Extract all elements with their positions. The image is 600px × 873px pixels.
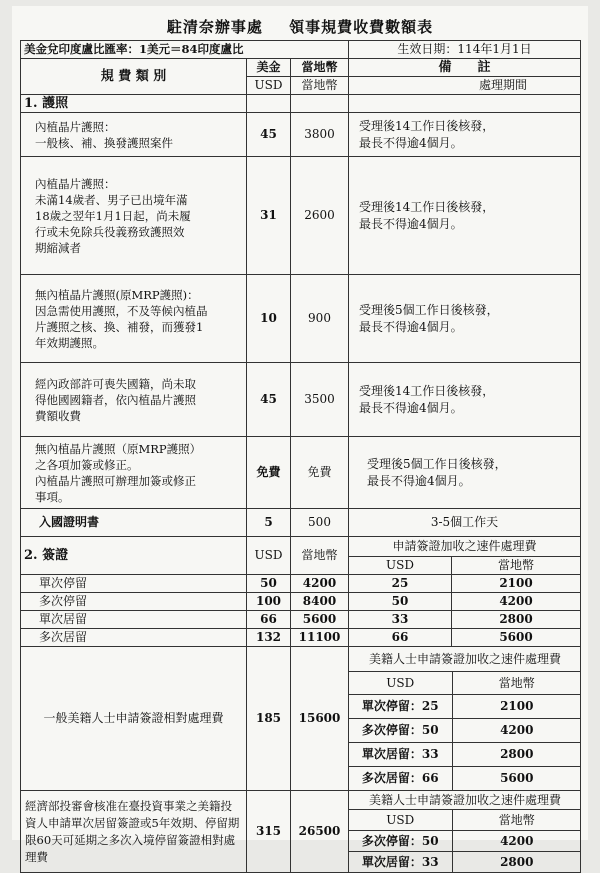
passport-row <box>21 157 581 275</box>
header-category: 規 費 類 別 <box>21 59 247 95</box>
passport-usd: 免費 <box>247 437 291 509</box>
visa-express-local: 5600 <box>452 629 581 647</box>
fee-sheet <box>12 6 588 869</box>
visa-usd: 132 <box>247 629 291 647</box>
table-title: 領事規費收費數額表 <box>289 18 434 36</box>
visa-row <box>21 575 581 593</box>
header-usd: 美金 <box>247 59 291 77</box>
passport-desc: 經內政部許可喪失國籍，尚未取 得他國國籍者，依內植晶片護照 費額收費 <box>21 363 247 437</box>
header-process: 處理期間 <box>349 77 581 95</box>
passport-section-title: 1. 護照 <box>21 95 247 113</box>
passport-row <box>21 113 581 157</box>
visa-express-header: 申請簽證加收之速件處理費 <box>349 537 581 557</box>
visa-express-usd: 50 <box>349 593 452 611</box>
header-local-2: 當地幣 <box>291 77 349 95</box>
investor-visa-local: 26500 <box>291 791 349 873</box>
us-visa-local: 15600 <box>291 647 349 791</box>
visa-express-local: 4200 <box>452 593 581 611</box>
passport-usd: 31 <box>247 157 291 275</box>
investor-visa-usd: 315 <box>247 791 291 873</box>
visa-express-usd-header: USD <box>349 557 452 575</box>
us-express-type: 單次停留：25 <box>349 695 452 719</box>
passport-section-row <box>21 95 581 113</box>
passport-row <box>21 437 581 509</box>
us-express-local: 2100 <box>452 695 581 719</box>
us-visa-express <box>349 647 581 791</box>
visa-usd-header: USD <box>247 537 291 575</box>
us-express-table <box>349 647 581 790</box>
investor-express-local: 2800 <box>500 854 534 869</box>
entry-certificate-label: 入國證明書 <box>21 509 247 537</box>
us-express-type: 多次居留：66 <box>349 767 452 791</box>
investor-express-type: 單次居留：33 <box>349 852 452 873</box>
investor-visa-express <box>349 791 581 873</box>
us-express-usd-header: USD <box>349 672 452 695</box>
visa-usd: 100 <box>247 593 291 611</box>
visa-express-usd: 66 <box>349 629 452 647</box>
visa-local-header: 當地幣 <box>291 537 349 575</box>
effective-date: 生效日期：114年1月1日 <box>349 41 581 59</box>
passport-remark: 受理後5個工作日後核發， 最長不得逾4個月。 <box>349 275 581 363</box>
header-local: 當地幣 <box>291 59 349 77</box>
visa-express-local: 2100 <box>452 575 581 593</box>
passport-local: 3800 <box>291 113 349 157</box>
visa-section-row <box>21 537 581 557</box>
us-express-local-header: 當地幣 <box>452 672 581 695</box>
us-express-local: 4200 <box>452 719 581 743</box>
exchange-rate: 美金兌印度盧比匯率：1美元＝84印度盧比 <box>21 41 349 59</box>
passport-row <box>21 275 581 363</box>
visa-type: 多次停留 <box>21 593 247 611</box>
investor-express-title: 美籍人士申請簽證加收之速件處理費 <box>349 791 581 810</box>
investor-express-local-header: 當地幣 <box>452 810 581 831</box>
office-name: 駐清奈辦事處 <box>166 18 263 36</box>
investor-express-type: 多次停留：50 <box>349 831 452 852</box>
entry-certificate-row <box>21 509 581 537</box>
passport-local: 免費 <box>291 437 349 509</box>
investor-express-table <box>349 791 581 872</box>
us-visa-usd: 185 <box>247 647 291 791</box>
us-visa-label: 一般美籍人士申請簽證相對處理費 <box>21 647 247 791</box>
investor-visa-row <box>21 791 581 873</box>
passport-remark: 受理後14工作日後核發， 最長不得逾4個月。 <box>349 113 581 157</box>
investor-visa-label: 經濟部投審會核准在臺投資事業之美籍投資人申請單次居留簽證或5年效期、停留期限60天可延期之多次入境停留簽證相對處理費 <box>21 791 247 873</box>
visa-usd: 50 <box>247 575 291 593</box>
us-express-type: 單次居留：33 <box>349 743 452 767</box>
header-remark: 備 註 <box>349 59 581 77</box>
passport-local: 2600 <box>291 157 349 275</box>
visa-express-usd: 25 <box>349 575 452 593</box>
passport-usd: 10 <box>247 275 291 363</box>
fee-table <box>20 40 581 873</box>
passport-remark: 受理後14工作日後核發， 最長不得逾4個月。 <box>349 157 581 275</box>
passport-desc: 內植晶片護照： 未滿14歲者、男子已出境年滿 18歲之翌年1月1日起，尚未履 行或未免除兵役義務致護照效 期縮減者 <box>21 157 247 275</box>
passport-remark: 受理後14工作日後核發， 最長不得逾4個月。 <box>349 363 581 437</box>
visa-local: 4200 <box>291 575 349 593</box>
investor-express-usd-header: USD <box>349 810 452 831</box>
us-express-local: 2800 <box>452 743 581 767</box>
passport-row <box>21 363 581 437</box>
investor-express-local: 4200 <box>452 831 581 852</box>
visa-type: 單次停留 <box>21 575 247 593</box>
visa-row <box>21 629 581 647</box>
visa-express-local-header: 當地幣 <box>452 557 581 575</box>
passport-desc: 內植晶片護照： 一般核、補、換發護照案件 <box>21 113 247 157</box>
header-row <box>21 59 581 77</box>
passport-remark: 受理後5個工作日後核發， 最長不得逾4個月。 <box>349 437 581 509</box>
visa-type: 多次居留 <box>21 629 247 647</box>
visa-section-title: 2. 簽證 <box>21 537 247 575</box>
passport-desc: 無內植晶片護照(原MRP護照)： 因急需使用護照，不及等候內植晶 片護照之核、換、補發，而獲發1 年效期護照。 <box>21 275 247 363</box>
passport-local: 3500 <box>291 363 349 437</box>
us-express-type: 多次停留：50 <box>349 719 452 743</box>
visa-express-local: 2800 <box>452 611 581 629</box>
entry-certificate-usd: 5 <box>247 509 291 537</box>
meta-row <box>21 41 581 59</box>
visa-local: 8400 <box>291 593 349 611</box>
visa-usd: 66 <box>247 611 291 629</box>
visa-type: 單次居留 <box>21 611 247 629</box>
visa-local: 5600 <box>291 611 349 629</box>
visa-row <box>21 611 581 629</box>
visa-express-usd: 33 <box>349 611 452 629</box>
visa-row <box>21 593 581 611</box>
entry-certificate-local: 500 <box>291 509 349 537</box>
passport-usd: 45 <box>247 113 291 157</box>
us-express-title: 美籍人士申請簽證加收之速件處理費 <box>349 647 581 672</box>
header-usd-code: USD <box>247 77 291 95</box>
passport-desc: 無內植晶片護照（原MRP護照） 之各項加簽或修正。 內植晶片護照可辦理加簽或修正 事項。 <box>21 437 247 509</box>
page-title <box>12 16 588 37</box>
us-express-local: 5600 <box>500 771 534 785</box>
entry-certificate-remark: 3-5個工作天 <box>349 509 581 537</box>
us-visa-row <box>21 647 581 791</box>
passport-local: 900 <box>291 275 349 363</box>
visa-local: 11100 <box>291 629 349 647</box>
passport-usd: 45 <box>247 363 291 437</box>
